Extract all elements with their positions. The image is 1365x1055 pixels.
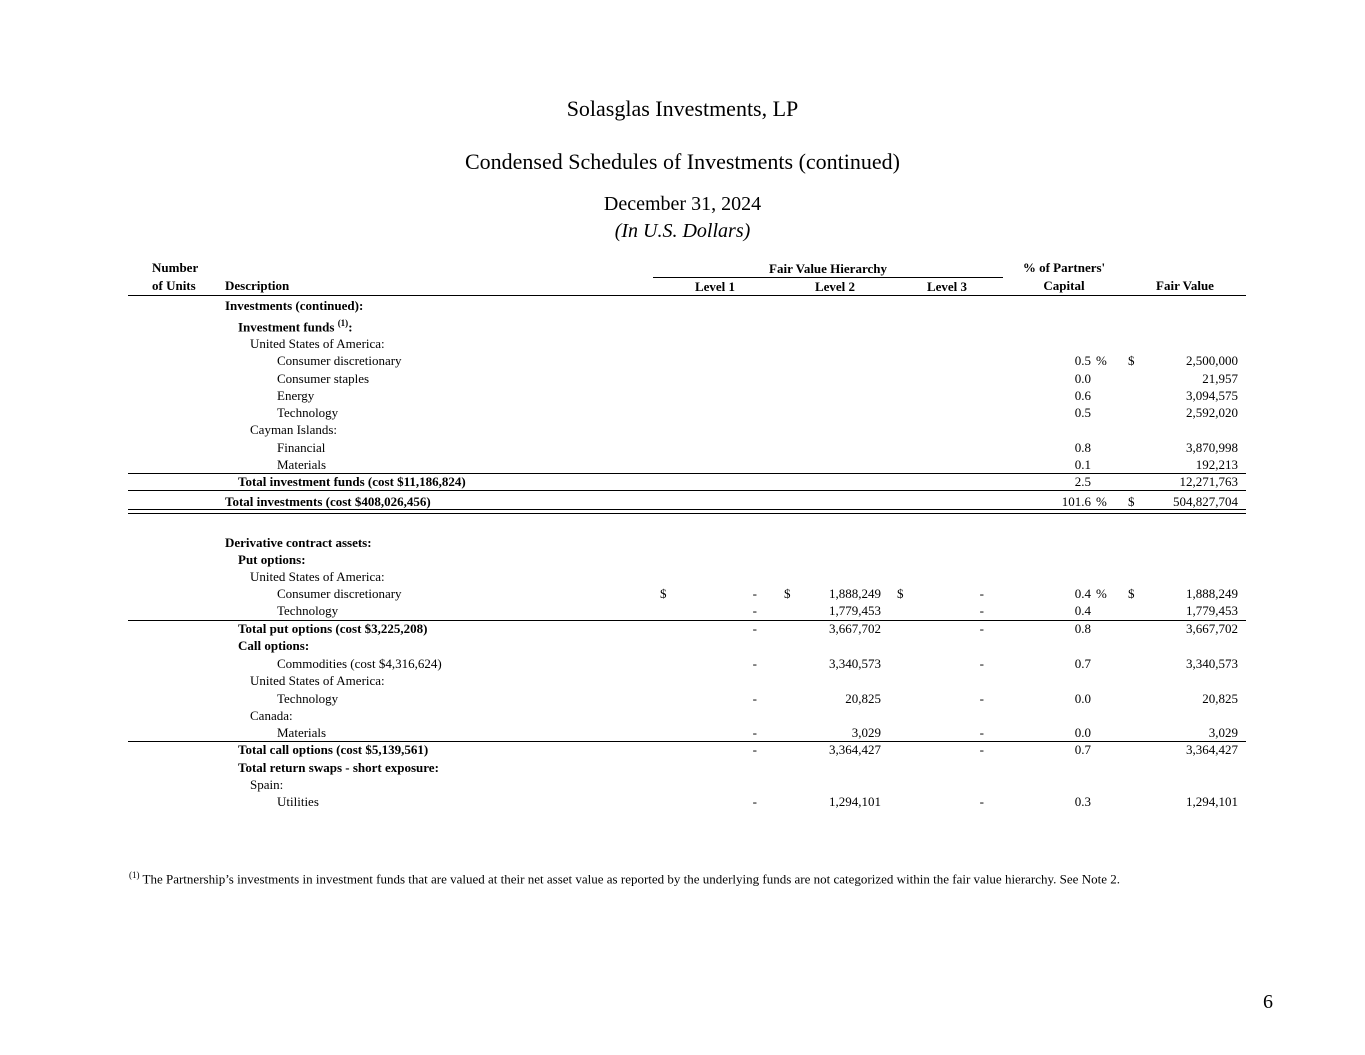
row-description-text: Put options: [238, 552, 306, 567]
table-row [0, 473, 1365, 490]
level3-value: - [979, 725, 984, 740]
row-description [277, 793, 319, 810]
row-description-text: Spain: [250, 777, 284, 792]
pct-capital-value: 0.0 [1074, 691, 1091, 706]
row-description [277, 439, 325, 456]
fv-hierarchy-underline [653, 277, 1003, 278]
row-description-text: United States of America: [250, 673, 385, 688]
row-description-text: Technology [277, 691, 339, 706]
level2-value: 3,667,702 [829, 621, 881, 636]
table-row [0, 315, 1365, 335]
row-description [277, 352, 402, 369]
pct-capital-value: 0.7 [1074, 656, 1091, 671]
pct-capital-value: 0.0 [1074, 371, 1091, 386]
table-row [0, 741, 1365, 758]
level3-value: - [979, 742, 984, 757]
table-row [0, 690, 1365, 707]
row-description-text: Consumer discretionary [277, 353, 402, 368]
level3-value: - [979, 586, 984, 601]
header-rule [128, 295, 1246, 296]
row-description-text: Total call options (cost $5,139,561) [238, 742, 429, 757]
fair-value: 1,888,249 [1186, 586, 1238, 601]
fair-value: 504,827,704 [1173, 494, 1238, 509]
table-row [0, 672, 1365, 689]
pct-capital-value: 0.3 [1074, 794, 1091, 809]
row-description [277, 724, 326, 741]
report-title: Condensed Schedules of Investments (continued) [464, 149, 900, 174]
level2-currency: $ [784, 586, 791, 601]
table-row [0, 655, 1365, 672]
row-description-text: Derivative contract assets: [225, 535, 372, 550]
row-description-text: Canada: [250, 708, 293, 723]
level1-value: - [752, 794, 757, 809]
row-description-text: Cayman Islands: [250, 422, 338, 437]
table-row [0, 404, 1365, 421]
row-description [250, 335, 385, 352]
row-description [238, 620, 427, 637]
fair-value: 3,094,575 [1186, 388, 1238, 403]
level1-value: - [752, 742, 757, 757]
col-level1: Level 1 [694, 279, 736, 294]
pct-sign: % [1096, 494, 1107, 509]
level2-value: 3,364,427 [829, 742, 881, 757]
fair-value: 1,294,101 [1186, 794, 1238, 809]
row-description-text: Materials [277, 725, 327, 740]
table-row [0, 759, 1365, 776]
footnote-text: The Partnership’s investments in investment funds that are valued at their net asset value as reported by the underlying funds are not categorized within the fair value hierarchy. See Note 2. [142, 871, 1120, 887]
row-description-text: Investment funds [238, 319, 335, 335]
page-number: 6 [1263, 991, 1273, 1013]
table-row [0, 585, 1365, 602]
fair-value: 3,364,427 [1186, 742, 1238, 757]
level1-value: - [752, 691, 757, 706]
pct-capital-value: 0.5 [1074, 353, 1091, 368]
row-description-text: Consumer discretionary [277, 586, 402, 601]
row-description-text: Materials [277, 457, 327, 472]
fair-value: 3,870,998 [1186, 440, 1238, 455]
report-date: December 31, 2024 [603, 193, 762, 215]
row-description [277, 585, 402, 602]
level2-value: 1,779,453 [829, 603, 881, 618]
table-row [0, 637, 1365, 654]
fair-value: 192,213 [1195, 457, 1238, 472]
footnote [129, 870, 1120, 887]
fair-value: 21,957 [1202, 371, 1238, 386]
pct-capital-value: 101.6 [1061, 494, 1091, 509]
row-description-text: Technology [277, 603, 339, 618]
table-row [0, 568, 1365, 585]
row-description-text: Technology [277, 405, 339, 420]
table-row [0, 534, 1365, 551]
fair-value-currency: $ [1128, 586, 1135, 601]
level3-value: - [979, 656, 984, 671]
level2-value: 3,340,573 [829, 656, 881, 671]
fair-value: 1,779,453 [1186, 603, 1238, 618]
pct-capital-value: 0.4 [1074, 586, 1091, 601]
pct-capital-value: 0.5 [1074, 405, 1091, 420]
row-description [238, 741, 428, 758]
level1-value: - [752, 621, 757, 636]
pct-sign: % [1096, 586, 1107, 601]
table-row [0, 370, 1365, 387]
level3-value: - [979, 794, 984, 809]
row-description-text: Financial [277, 440, 326, 455]
row-description [250, 421, 337, 438]
table-row [0, 793, 1365, 810]
col-units-line1: Number [152, 260, 199, 275]
table-row [0, 602, 1365, 619]
col-fair-value: Fair Value [1156, 278, 1214, 293]
row-description [238, 473, 466, 490]
row-description [238, 759, 439, 776]
row-description [277, 690, 338, 707]
level3-value: - [979, 691, 984, 706]
fair-value: 3,667,702 [1186, 621, 1238, 636]
col-pct-line1: % of Partners' [1022, 260, 1106, 275]
row-description-suffix: : [348, 319, 353, 335]
row-description-text: Total put options (cost $3,225,208) [238, 621, 428, 636]
table-row [0, 707, 1365, 724]
level1-value: - [752, 586, 757, 601]
fair-value: 3,340,573 [1186, 656, 1238, 671]
level3-value: - [979, 621, 984, 636]
fair-value: 12,271,763 [1179, 474, 1238, 489]
level2-value: 3,029 [851, 725, 881, 740]
level1-value: - [752, 656, 757, 671]
fair-value-currency: $ [1128, 353, 1135, 368]
row-description [277, 387, 314, 404]
fair-value: 2,592,020 [1186, 405, 1238, 420]
fair-value-currency: $ [1128, 494, 1135, 509]
table-row [0, 352, 1365, 369]
pct-capital-value: 0.8 [1074, 621, 1091, 636]
row-description [277, 602, 338, 619]
pct-capital-value: 2.5 [1074, 474, 1091, 489]
row-description [238, 315, 353, 335]
pct-capital-value: 0.1 [1074, 457, 1091, 472]
row-description-text: United States of America: [250, 569, 385, 584]
row-description-text: Commodities (cost $4,316,624) [277, 656, 442, 671]
row-description [277, 456, 326, 473]
footnote-marker: (1) [129, 870, 140, 880]
table-row [0, 724, 1365, 741]
table-row [0, 335, 1365, 352]
level1-value: - [752, 725, 757, 740]
row-description [277, 370, 369, 387]
row-description-text: Consumer staples [277, 371, 370, 386]
pct-capital-value: 0.4 [1074, 603, 1091, 618]
level1-value: - [752, 603, 757, 618]
row-description [238, 637, 309, 654]
col-pct-line2: Capital [1043, 278, 1085, 293]
level3-value: - [979, 603, 984, 618]
table-row [0, 493, 1365, 510]
pct-capital-value: 0.7 [1074, 742, 1091, 757]
col-description: Description [225, 278, 290, 293]
table-row [0, 421, 1365, 438]
pct-sign: % [1096, 353, 1107, 368]
table-row [0, 297, 1365, 314]
fair-value: 20,825 [1202, 691, 1238, 706]
col-level2: Level 2 [814, 279, 856, 294]
row-description [277, 655, 442, 672]
pct-capital-value: 0.8 [1074, 440, 1091, 455]
fair-value: 3,029 [1208, 725, 1238, 740]
row-description [250, 568, 385, 585]
row-description [225, 297, 363, 314]
col-units-line2: of Units [152, 278, 196, 293]
fair-value: 2,500,000 [1186, 353, 1238, 368]
table-row [0, 776, 1365, 793]
rule-before-total-investments [128, 490, 1246, 491]
row-description [225, 493, 431, 510]
row-description [250, 672, 385, 689]
row-description [250, 776, 283, 793]
level2-value: 1,294,101 [829, 794, 881, 809]
pct-capital-value: 0.6 [1074, 388, 1091, 403]
level1-currency: $ [660, 586, 667, 601]
row-description-text: Total investments (cost $408,026,456) [225, 494, 431, 509]
row-description-text: Energy [277, 388, 315, 403]
table-row [0, 551, 1365, 568]
row-description-text: United States of America: [250, 336, 385, 351]
row-description-text: Call options: [238, 638, 310, 653]
currency-note: (In U.S. Dollars) [614, 220, 751, 242]
row-description [277, 404, 338, 421]
row-description-text: Utilities [277, 794, 319, 809]
row-description-text: Investments (continued): [225, 298, 364, 313]
row-description [250, 707, 293, 724]
row-description [238, 551, 306, 568]
level2-value: 1,888,249 [829, 586, 881, 601]
table-row [0, 456, 1365, 473]
table-row [0, 620, 1365, 637]
table-row [0, 387, 1365, 404]
company-name: Solasglas Investments, LP [566, 96, 799, 121]
row-description-text: Total return swaps - short exposure: [238, 760, 439, 775]
pct-capital-value: 0.0 [1074, 725, 1091, 740]
row-description [225, 534, 372, 551]
footnote-ref: (1) [337, 318, 349, 328]
level3-currency: $ [897, 586, 904, 601]
row-description-text: Total investment funds (cost $11,186,824) [238, 474, 466, 489]
level2-value: 20,825 [845, 691, 881, 706]
col-fv-hierarchy: Fair Value Hierarchy [769, 261, 887, 276]
col-level3: Level 3 [926, 279, 968, 294]
table-row [0, 439, 1365, 456]
